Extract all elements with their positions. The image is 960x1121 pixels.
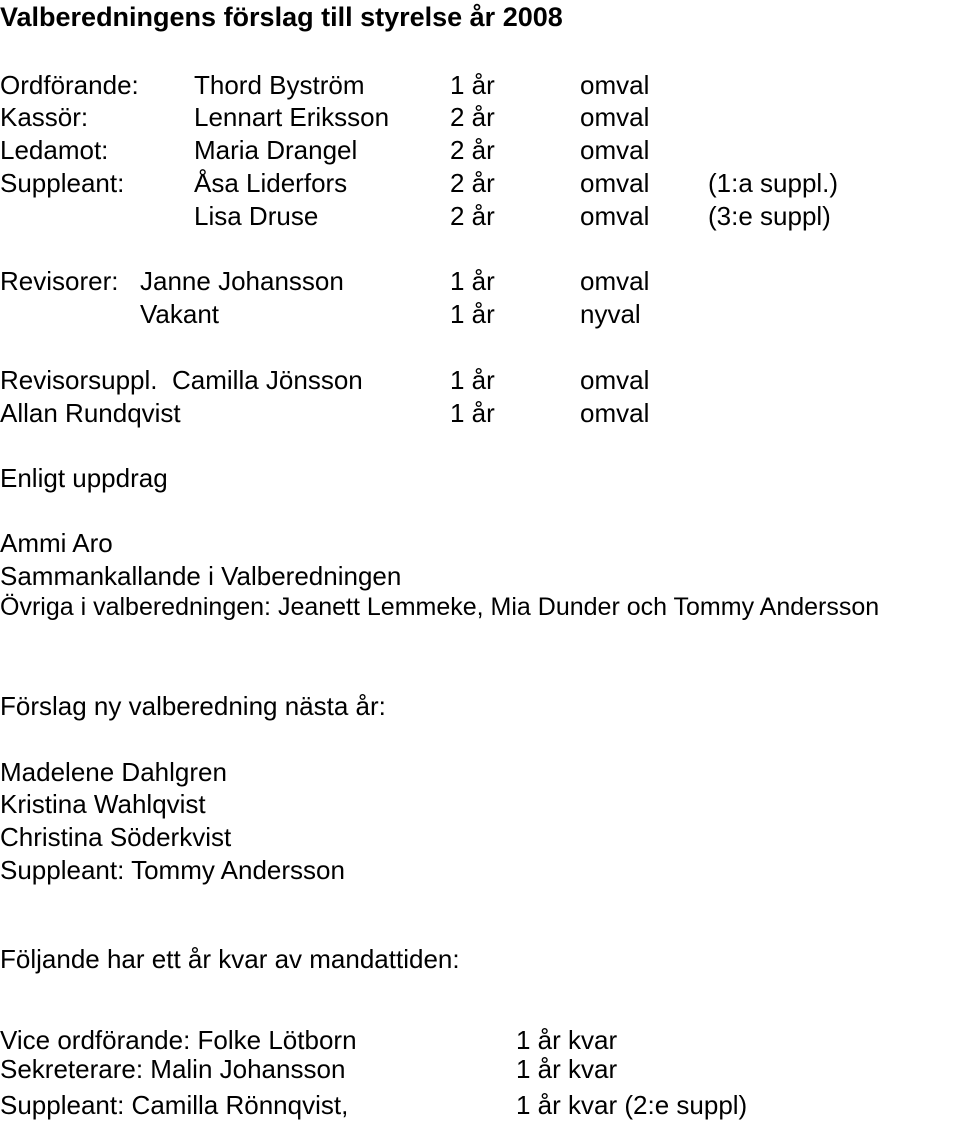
committee-chair-name: Ammi Aro [0, 528, 113, 558]
board-type: omval [580, 201, 650, 231]
deputy-auditor-type: omval [580, 365, 650, 395]
assignment-text: Enligt uppdrag [0, 463, 168, 493]
board-role: Ordförande: [0, 70, 139, 100]
auditor-term: 1 år [450, 266, 495, 296]
board-type: omval [580, 135, 650, 165]
page-title: Valberedningens förslag till styrelse år 2008 [0, 2, 563, 32]
auditor-type: nyval [580, 299, 641, 329]
board-name: Åsa Liderfors [194, 168, 348, 198]
next-committee-heading: Förslag ny valberedning nästa år: [0, 691, 386, 721]
deputy-auditor-term: 1 år [450, 398, 495, 428]
board-role: Ledamot: [0, 135, 109, 165]
remaining-term: 1 år kvar [516, 1025, 618, 1055]
remaining-label: Sekreterare: Malin Johansson [0, 1054, 346, 1084]
next-committee-member: Madelene Dahlgren [0, 757, 227, 787]
board-note: (1:a suppl.) [708, 168, 839, 198]
auditors-label: Revisorer: [0, 266, 119, 296]
board-name: Maria Drangel [194, 135, 358, 165]
board-name: Lisa Druse [194, 201, 319, 231]
board-note: (3:e suppl) [708, 201, 831, 231]
remaining-heading: Följande har ett år kvar av mandattiden: [0, 944, 460, 974]
deputy-auditor-term: 1 år [450, 365, 495, 395]
committee-chair-role: Sammankallande i Valberedningen [0, 561, 402, 591]
board-term: 2 år [450, 135, 495, 165]
deputy-auditor-type: omval [580, 398, 650, 428]
board-role: Suppleant: [0, 168, 125, 198]
board-type: omval [580, 102, 650, 132]
deputy-auditor-name: Allan Rundqvist [0, 398, 181, 428]
board-term: 1 år [450, 70, 495, 100]
auditor-term: 1 år [450, 299, 495, 329]
board-type: omval [580, 70, 650, 100]
remaining-label: Suppleant: Camilla Rönnqvist, [0, 1090, 349, 1120]
auditor-name: Vakant [140, 299, 220, 329]
board-term: 2 år [450, 201, 495, 231]
board-name: Lennart Eriksson [194, 102, 390, 132]
board-term: 2 år [450, 168, 495, 198]
next-committee-member: Kristina Wahlqvist [0, 789, 206, 819]
remaining-term: 1 år kvar (2:e suppl) [516, 1090, 748, 1120]
remaining-term: 1 år kvar [516, 1054, 618, 1084]
next-committee-member: Christina Söderkvist [0, 822, 232, 852]
deputy-auditors-label: Revisorsuppl. [0, 365, 158, 395]
next-committee-member: Suppleant: Tommy Andersson [0, 855, 345, 885]
auditor-name: Janne Johansson [140, 266, 344, 296]
board-name: Thord Byström [194, 70, 365, 100]
board-term: 2 år [450, 102, 495, 132]
auditor-type: omval [580, 266, 650, 296]
board-role: Kassör: [0, 102, 89, 132]
board-type: omval [580, 168, 650, 198]
committee-others: Övriga i valberedningen: Jeanett Lemmeke, Mia Dunder och Tommy Andersson [0, 593, 880, 621]
remaining-label: Vice ordförande: Folke Lötborn [0, 1025, 357, 1055]
deputy-auditor-name: Camilla Jönsson [172, 365, 363, 395]
